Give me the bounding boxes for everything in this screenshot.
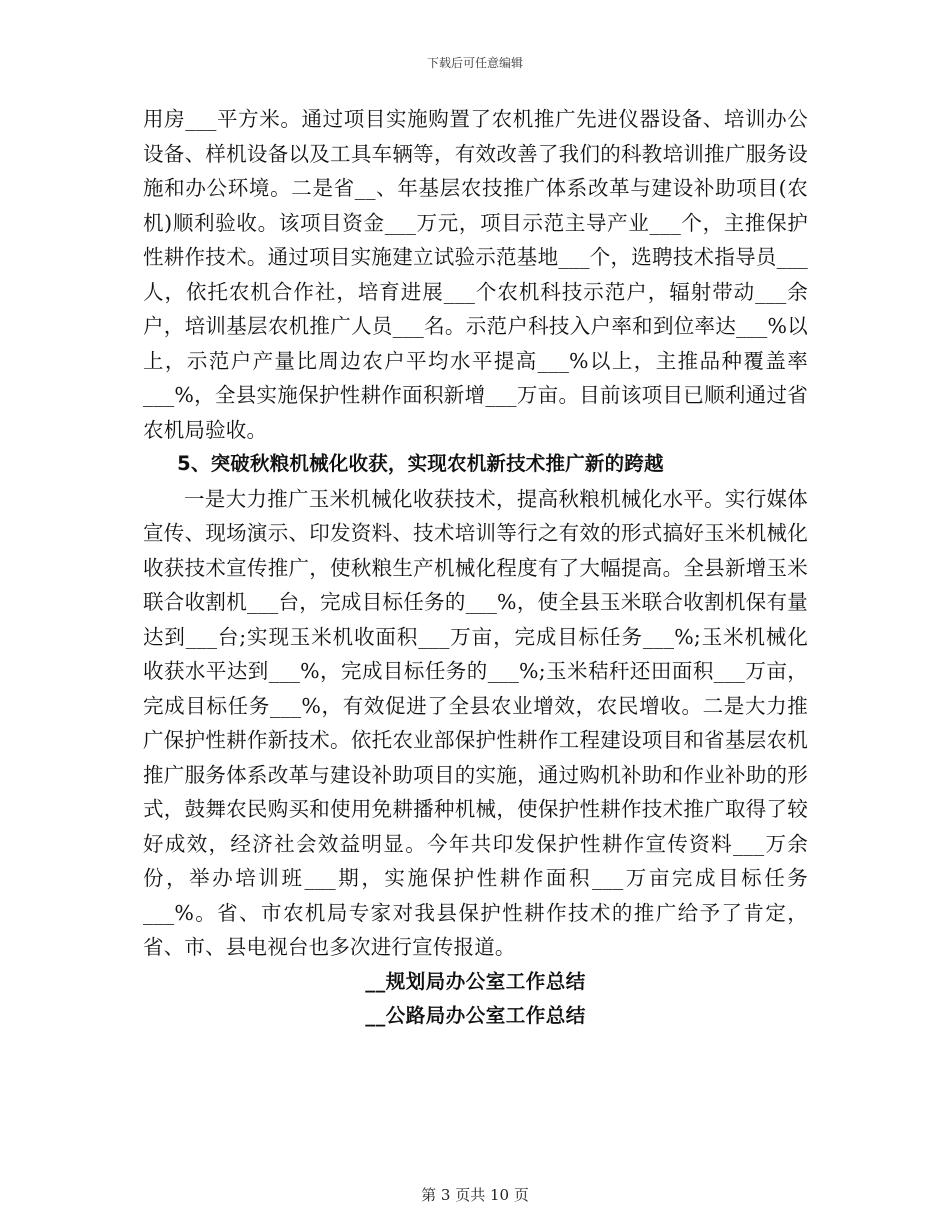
section-heading-5: 5、突破秋粮机械化收获，实现农机新技术推广新的跨越 bbox=[177, 452, 664, 475]
related-title-highway-bureau: __公路局办公室工作总结 bbox=[365, 1004, 586, 1027]
document-body bbox=[143, 102, 808, 1034]
page-number: 第 3 页共 10 页 bbox=[421, 1186, 529, 1204]
paragraph-autumn-harvest: 一是大力推广玉米机械化收获技术，提高秋粮机械化水平。实行媒体宣传、现场演示、印发资料、技术培训等行之有效的形式搞好玉米机械化收获技术宣传推广，使秋粮生产机械化程度有了大幅提高。全县新增玉米联合收割机___台，完成目标任务的___%，使全县玉米联合收割机保有量达到___台;实现玉米机收面积___万亩，完成目标任务___%;玉米机械化收获水平达到___%，完成目标任务的___%;玉米秸秆还田面积___万亩，完成目标任务___%，有效促进了全县农业增效，农民增收。二是大力推广保护性耕作新技术。依托农业部保护性耕作工程建设项目和省基层农机推广服务体系改革与建设补助项目的实施，通过购机补助和作业补助的形式，鼓舞农民购买和使用免耕播种机械，使保护性耕作技术推广取得了较好成效，经济社会效益明显。今年共印发保护性耕作宣传资料___万余份，举办培训班___期，实施保护性耕作面积___万亩完成目标任务___%。省、市农机局专家对我县保护性耕作技术的推广给予了肯定，省、市、县电视台也多次进行宣传报道。 bbox=[143, 486, 808, 959]
related-title-planning-bureau: __规划局办公室工作总结 bbox=[365, 969, 586, 993]
page-header-note: 下载后可任意编辑 bbox=[426, 56, 523, 70]
paragraph-project-acceptance: 用房___平方米。通过项目实施购置了农机推广先进仪器设备、培训办公设备、样机设备以及工具车辆等，有效改善了我们的科教培训推广服务设施和办公环境。二是省__、年基层农技推广体系改革与建设补助项目(农机)顺利验收。该项目资金___万元，项目示范主导产业___个，主推保护性耕作技术。通过项目实施建立试验示范基地___个，选聘技术指导员___人，依托农机合作社，培育进展___个农机科技示范户，辐射带动___余户，培训基层农机推广人员___名。示范户科技入户率和到位率达___%以上，示范户产量比周边农户平均水平提高___%以上，主推品种覆盖率___%，全县实施保护性耕作面积新增___万亩。目前该项目已顺利通过省农机局验收。 bbox=[143, 107, 808, 442]
